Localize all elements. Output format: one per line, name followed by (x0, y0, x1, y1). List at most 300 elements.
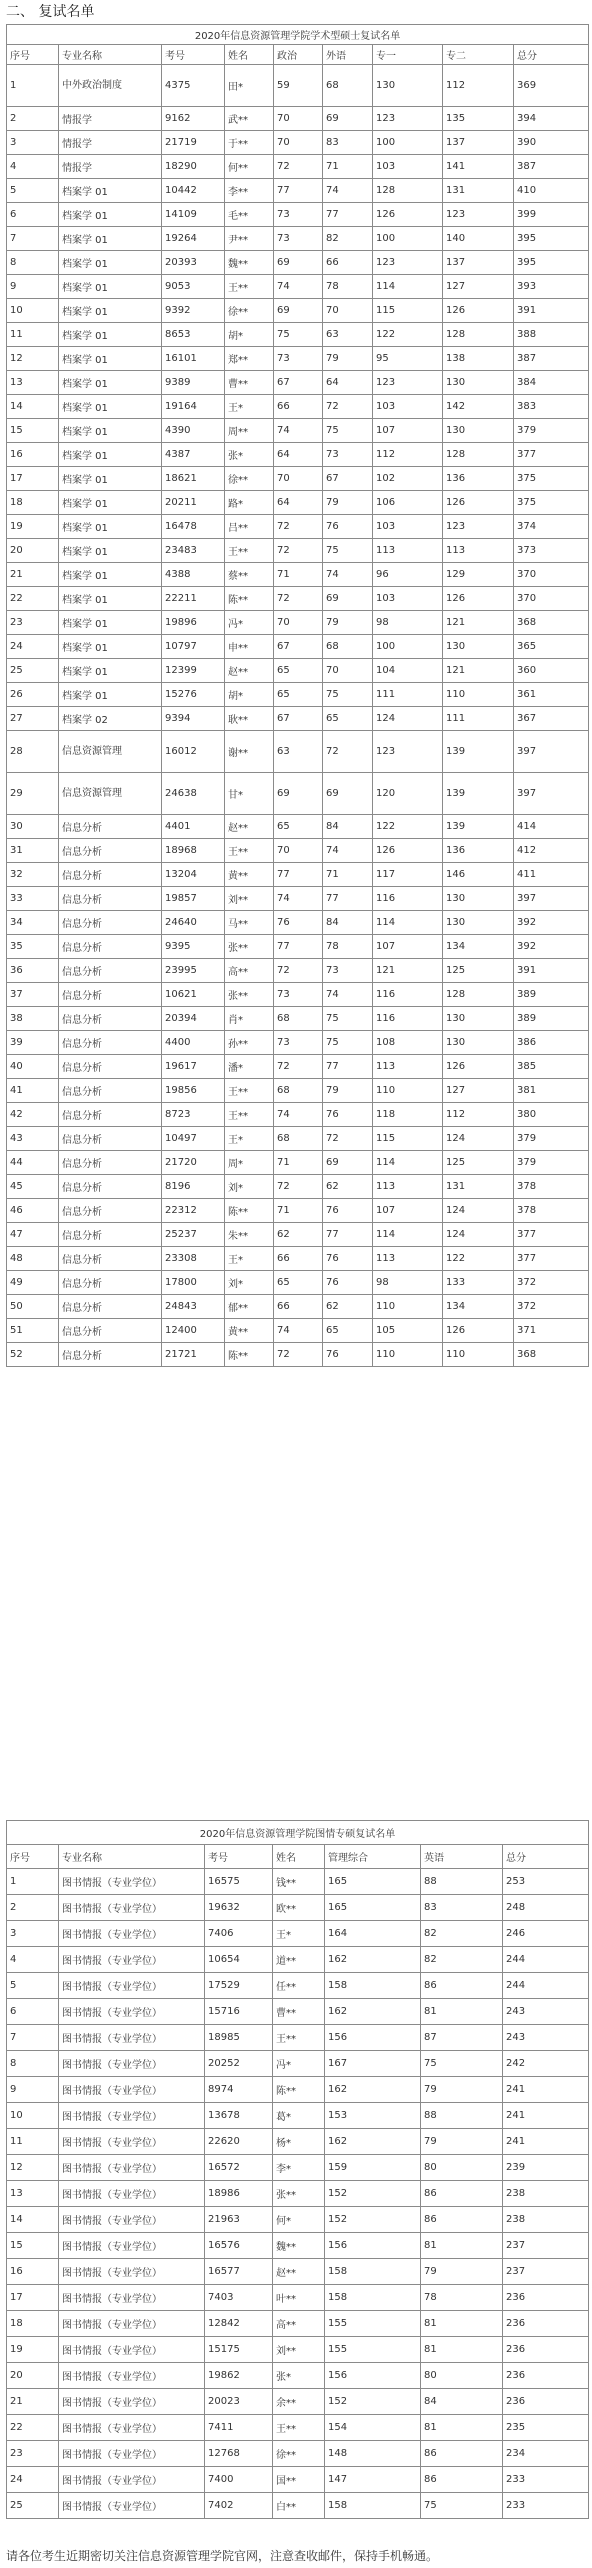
table-cell: 21719 (162, 131, 225, 155)
table-cell: 17529 (205, 1973, 273, 1999)
table-cell: 241 (503, 2077, 589, 2103)
table-cell: 周** (225, 419, 274, 443)
table-cell: 45 (7, 1175, 59, 1199)
table-cell: 239 (503, 2155, 589, 2181)
table-caption: 2020年信息资源管理学院学术型硕士复试名单 (7, 25, 589, 45)
table-cell: 余** (273, 2389, 325, 2415)
table-row (7, 1199, 589, 1223)
table-cell: 75 (323, 1031, 373, 1055)
table-cell: 130 (443, 419, 514, 443)
table-cell: 10654 (205, 1947, 273, 1973)
table-cell: 14 (7, 2207, 59, 2233)
table-cell: 20023 (205, 2389, 273, 2415)
table-cell: 70 (274, 839, 323, 863)
table-cell: 123 (373, 371, 443, 395)
table-cell: 3 (7, 1921, 59, 1947)
table-cell: 238 (503, 2181, 589, 2207)
table-cell: 8723 (162, 1103, 225, 1127)
table-cell: 16101 (162, 347, 225, 371)
table-cell: 64 (323, 371, 373, 395)
table-cell: 77 (323, 203, 373, 227)
table-cell: 谢** (225, 731, 274, 773)
table-cell: 75 (323, 1007, 373, 1031)
table-cell: 156 (325, 2363, 421, 2389)
column-header: 姓名 (273, 1845, 325, 1869)
table-cell: 信息分析 (59, 1247, 162, 1271)
table-cell: 16576 (205, 2233, 273, 2259)
table-cell: 397 (514, 773, 589, 815)
table-cell: 档案学 01 (59, 683, 162, 707)
table-cell: 368 (514, 611, 589, 635)
table-cell: 105 (373, 1319, 443, 1343)
table-row (7, 1055, 589, 1079)
table-cell: 76 (323, 1199, 373, 1223)
table-row (7, 1031, 589, 1055)
table-cell: 刘* (225, 1175, 274, 1199)
table-cell: 刘* (225, 1271, 274, 1295)
table-cell: 15 (7, 419, 59, 443)
table-cell: 244 (503, 1973, 589, 1999)
table-cell: 30 (7, 815, 59, 839)
table-cell: 档案学 01 (59, 203, 162, 227)
table-cell: 图书情报（专业学位） (59, 2441, 205, 2467)
table-cell: 126 (373, 839, 443, 863)
table-cell: 2 (7, 1895, 59, 1921)
table-cell: 档案学 01 (59, 227, 162, 251)
table-cell: 76 (323, 1103, 373, 1127)
table-cell: 72 (323, 1127, 373, 1151)
table-row (7, 635, 589, 659)
table-cell: 86 (421, 2207, 503, 2233)
table-row (7, 815, 589, 839)
table-cell: 388 (514, 323, 589, 347)
table-cell: 肖* (225, 1007, 274, 1031)
table-row (7, 1007, 589, 1031)
column-header: 专业名称 (59, 45, 162, 65)
table-cell: 郑** (225, 347, 274, 371)
table-cell: 25 (7, 2493, 59, 2519)
table-cell: 121 (373, 959, 443, 983)
table-cell: 79 (323, 491, 373, 515)
table-cell: 曹** (225, 371, 274, 395)
table-cell: 档案学 01 (59, 251, 162, 275)
table-cell: 赵** (225, 659, 274, 683)
table-cell: 136 (443, 467, 514, 491)
table-cell: 79 (323, 1079, 373, 1103)
table-row (7, 863, 589, 887)
table-cell: 115 (373, 299, 443, 323)
table-row (7, 887, 589, 911)
table-cell: 50 (7, 1295, 59, 1319)
table-row (7, 2259, 589, 2285)
table-cell: 18621 (162, 467, 225, 491)
table-cell: 121 (443, 611, 514, 635)
table-cell: 139 (443, 731, 514, 773)
table-row (7, 299, 589, 323)
table-cell: 70 (323, 659, 373, 683)
table-cell: 67 (274, 371, 323, 395)
table-cell: 155 (325, 2337, 421, 2363)
table-cell: 69 (274, 773, 323, 815)
table-row (7, 983, 589, 1007)
table-cell: 21 (7, 563, 59, 587)
table-cell: 126 (443, 299, 514, 323)
table-cell: 114 (373, 275, 443, 299)
table-cell: 72 (274, 1175, 323, 1199)
table-cell: 112 (373, 443, 443, 467)
table-cell: 24638 (162, 773, 225, 815)
table-cell: 76 (274, 911, 323, 935)
table-cell: 377 (514, 443, 589, 467)
table-row (7, 2155, 589, 2181)
table-cell: 81 (421, 2233, 503, 2259)
table-cell: 414 (514, 815, 589, 839)
table-cell: 信息分析 (59, 1175, 162, 1199)
table-cell: 4387 (162, 443, 225, 467)
table-cell: 18968 (162, 839, 225, 863)
table-cell: 380 (514, 1103, 589, 1127)
table-cell: 13 (7, 371, 59, 395)
table-cell: 65 (274, 1271, 323, 1295)
table-cell: 图书情报（专业学位） (59, 2493, 205, 2519)
table-cell: 78 (323, 935, 373, 959)
table-cell: 391 (514, 959, 589, 983)
table-cell: 130 (373, 65, 443, 107)
table-cell: 82 (421, 1947, 503, 1973)
table-header-row (7, 1845, 589, 1869)
table-row (7, 659, 589, 683)
table-row (7, 1869, 589, 1895)
table-cell: 9389 (162, 371, 225, 395)
table-cell: 1 (7, 65, 59, 107)
table-cell: 7402 (205, 2493, 273, 2519)
table-cell: 156 (325, 2233, 421, 2259)
table-cell: 72 (323, 395, 373, 419)
table-cell: 246 (503, 1921, 589, 1947)
table-cell: 23 (7, 611, 59, 635)
table-cell: 137 (443, 251, 514, 275)
table-cell: 100 (373, 635, 443, 659)
table-cell: 76 (323, 1343, 373, 1367)
table-cell: 16577 (205, 2259, 273, 2285)
table-cell: 王** (225, 1079, 274, 1103)
table-cell: 236 (503, 2285, 589, 2311)
table-row (7, 1127, 589, 1151)
table-cell: 52 (7, 1343, 59, 1367)
table-cell: 陈** (225, 587, 274, 611)
table-cell: 111 (443, 707, 514, 731)
table-cell: 陈** (225, 1199, 274, 1223)
table-cell: 16575 (205, 1869, 273, 1895)
table-row (7, 1271, 589, 1295)
table-cell: 98 (373, 611, 443, 635)
table-cell: 19632 (205, 1895, 273, 1921)
table-cell: 156 (325, 2025, 421, 2051)
table-cell: 126 (443, 587, 514, 611)
table-cell: 21963 (205, 2207, 273, 2233)
table-cell: 31 (7, 839, 59, 863)
table-cell: 胡* (225, 683, 274, 707)
table-cell: 1 (7, 1869, 59, 1895)
table-cell: 106 (373, 491, 443, 515)
table-cell: 76 (323, 1271, 373, 1295)
table-cell: 刘** (273, 2337, 325, 2363)
table-cell: 尹** (225, 227, 274, 251)
table-cell: 75 (421, 2051, 503, 2077)
table-cell: 武** (225, 107, 274, 131)
table-cell: 62 (323, 1295, 373, 1319)
table-cell: 信息分析 (59, 1127, 162, 1151)
table-cell: 62 (274, 1223, 323, 1247)
table-cell: 20394 (162, 1007, 225, 1031)
table-cell: 18985 (205, 2025, 273, 2051)
table-row (7, 2441, 589, 2467)
table-cell: 情报学 (59, 131, 162, 155)
table-cell: 389 (514, 983, 589, 1007)
table-cell: 130 (443, 1007, 514, 1031)
column-header: 序号 (7, 45, 59, 65)
table-cell: 126 (443, 1319, 514, 1343)
table-cell: 档案学 01 (59, 275, 162, 299)
table-cell: 陈** (273, 2077, 325, 2103)
table-cell: 395 (514, 251, 589, 275)
table-cell: 7 (7, 227, 59, 251)
table-cell: 126 (373, 203, 443, 227)
table-cell: 69 (323, 773, 373, 815)
table-cell: 65 (323, 1319, 373, 1343)
table-cell: 394 (514, 107, 589, 131)
table-cell: 137 (443, 131, 514, 155)
table-cell: 154 (325, 2415, 421, 2441)
table-cell: 64 (274, 491, 323, 515)
table-cell: 73 (274, 227, 323, 251)
table-cell: 徐** (225, 467, 274, 491)
table-cell: 77 (274, 863, 323, 887)
table-cell: 19164 (162, 395, 225, 419)
table-cell: 王* (225, 1127, 274, 1151)
table-cell: 74 (274, 887, 323, 911)
table-cell: 233 (503, 2493, 589, 2519)
table-cell: 79 (421, 2259, 503, 2285)
table-cell: 74 (274, 275, 323, 299)
table-cell: 23308 (162, 1247, 225, 1271)
table-cell: 26 (7, 683, 59, 707)
table-cell: 图书情报（专业学位） (59, 1947, 205, 1973)
table-row (7, 2207, 589, 2233)
table-cell: 9053 (162, 275, 225, 299)
table-cell: 39 (7, 1031, 59, 1055)
table-row (7, 707, 589, 731)
table-cell: 379 (514, 1151, 589, 1175)
table-cell: 图书情报（专业学位） (59, 2103, 205, 2129)
table-cell: 238 (503, 2207, 589, 2233)
table-cell: 130 (443, 1031, 514, 1055)
table-cell: 钱** (273, 1869, 325, 1895)
table-cell: 392 (514, 935, 589, 959)
table-cell: 49 (7, 1271, 59, 1295)
table-cell: 162 (325, 1947, 421, 1973)
table-cell: 王** (273, 2415, 325, 2441)
table-cell: 7411 (205, 2415, 273, 2441)
table-cell: 124 (373, 707, 443, 731)
table-cell: 8 (7, 251, 59, 275)
table-cell: 6 (7, 1999, 59, 2025)
table-cell: 信息分析 (59, 887, 162, 911)
table-row (7, 1175, 589, 1199)
table-cell: 信息分析 (59, 1079, 162, 1103)
table-cell: 110 (373, 1343, 443, 1367)
table-cell: 图书情报（专业学位） (59, 2233, 205, 2259)
table-cell: 392 (514, 911, 589, 935)
table-cell: 70 (274, 107, 323, 131)
table-cell: 46 (7, 1199, 59, 1223)
table-row (7, 731, 589, 773)
table-cell: 图书情报（专业学位） (59, 2181, 205, 2207)
column-header: 专二 (443, 45, 514, 65)
table-cell: 385 (514, 1055, 589, 1079)
table-cell: 158 (325, 2285, 421, 2311)
table-cell: 16478 (162, 515, 225, 539)
table-cell: 10 (7, 299, 59, 323)
table-row (7, 2233, 589, 2259)
table-cell: 148 (325, 2441, 421, 2467)
table-cell: 81 (421, 2415, 503, 2441)
table-cell: 8 (7, 2051, 59, 2077)
table-cell: 122 (443, 1247, 514, 1271)
column-header: 政治 (274, 45, 323, 65)
table-cell: 112 (443, 1103, 514, 1127)
table-cell: 393 (514, 275, 589, 299)
table-cell: 65 (274, 815, 323, 839)
table-cell: 档案学 01 (59, 371, 162, 395)
table-row (7, 839, 589, 863)
table-cell: 19264 (162, 227, 225, 251)
table-cell: 66 (274, 1295, 323, 1319)
table-cell: 162 (325, 2077, 421, 2103)
table-cell: 20252 (205, 2051, 273, 2077)
table-cell: 图书情报（专业学位） (59, 2051, 205, 2077)
table-header-row (7, 45, 589, 65)
table-cell: 115 (373, 1127, 443, 1151)
table-cell: 9 (7, 2077, 59, 2103)
table-cell: 125 (443, 1151, 514, 1175)
table-cell: 383 (514, 395, 589, 419)
table-cell: 4401 (162, 815, 225, 839)
table-row (7, 65, 589, 107)
table-cell: 黄** (225, 1319, 274, 1343)
table-cell: 126 (443, 491, 514, 515)
table-cell: 16012 (162, 731, 225, 773)
table-cell: 79 (323, 611, 373, 635)
table-cell: 104 (373, 659, 443, 683)
table-cell: 65 (274, 683, 323, 707)
table-cell: 王* (225, 1247, 274, 1271)
table-cell: 档案学 01 (59, 635, 162, 659)
table-cell: 124 (443, 1199, 514, 1223)
table-cell: 375 (514, 491, 589, 515)
table-cell: 72 (274, 539, 323, 563)
table-cell: 241 (503, 2129, 589, 2155)
table-cell: 70 (274, 131, 323, 155)
table-cell: 11 (7, 2129, 59, 2155)
table-cell: 130 (443, 635, 514, 659)
table-cell: 信息分析 (59, 1271, 162, 1295)
table-cell: 72 (274, 959, 323, 983)
table-cell: 信息分析 (59, 1223, 162, 1247)
table-cell: 397 (514, 887, 589, 911)
table-cell: 43 (7, 1127, 59, 1151)
table-cell: 信息分析 (59, 863, 162, 887)
table-cell: 68 (274, 1007, 323, 1031)
table-cell: 16 (7, 2259, 59, 2285)
table-cell: 152 (325, 2181, 421, 2207)
table-cell: 123 (373, 731, 443, 773)
table-row (7, 2337, 589, 2363)
table-cell: 76 (323, 1247, 373, 1271)
table-row (7, 959, 589, 983)
table-cell: 叶** (273, 2285, 325, 2311)
table-cell: 114 (373, 1151, 443, 1175)
table-cell: 72 (274, 587, 323, 611)
table-row (7, 323, 589, 347)
table-cell: 信息分析 (59, 983, 162, 1007)
table-cell: 4 (7, 1947, 59, 1973)
table-cell: 116 (373, 1007, 443, 1031)
table-cell: 信息分析 (59, 935, 162, 959)
table-cell: 24 (7, 2467, 59, 2493)
table-cell: 13204 (162, 863, 225, 887)
table-cell: 14 (7, 395, 59, 419)
table-cell: 16 (7, 443, 59, 467)
table-cell: 71 (323, 155, 373, 179)
table-cell: 潘* (225, 1055, 274, 1079)
table-cell: 档案学 01 (59, 587, 162, 611)
table-cell: 114 (373, 1223, 443, 1247)
column-header: 姓名 (225, 45, 274, 65)
table-cell: 22211 (162, 587, 225, 611)
table-cell: 18 (7, 491, 59, 515)
table-cell: 98 (373, 1271, 443, 1295)
table-cell: 3 (7, 131, 59, 155)
table-cell: 蔡** (225, 563, 274, 587)
table-cell: 档案学 01 (59, 179, 162, 203)
table-cell: 124 (443, 1127, 514, 1151)
table-cell: 397 (514, 731, 589, 773)
table-cell: 冯* (225, 611, 274, 635)
table-cell: 67 (274, 707, 323, 731)
table-cell: 信息分析 (59, 1151, 162, 1175)
table-cell: 22312 (162, 1199, 225, 1223)
table-cell: 375 (514, 467, 589, 491)
table-cell: 368 (514, 1343, 589, 1367)
table-cell: 243 (503, 1999, 589, 2025)
table-cell: 131 (443, 1175, 514, 1199)
table-cell: 378 (514, 1199, 589, 1223)
table-row (7, 395, 589, 419)
table-cell: 107 (373, 1199, 443, 1223)
table-cell: 372 (514, 1271, 589, 1295)
table-row (7, 107, 589, 131)
table-cell: 葛* (273, 2103, 325, 2129)
table-cell: 信息分析 (59, 839, 162, 863)
table-cell: 113 (373, 539, 443, 563)
table-cell: 113 (443, 539, 514, 563)
table-cell: 档案学 01 (59, 443, 162, 467)
table-cell: 16572 (205, 2155, 273, 2181)
table-cell: 刘** (225, 887, 274, 911)
table-row (7, 2467, 589, 2493)
table-cell: 信息分析 (59, 815, 162, 839)
